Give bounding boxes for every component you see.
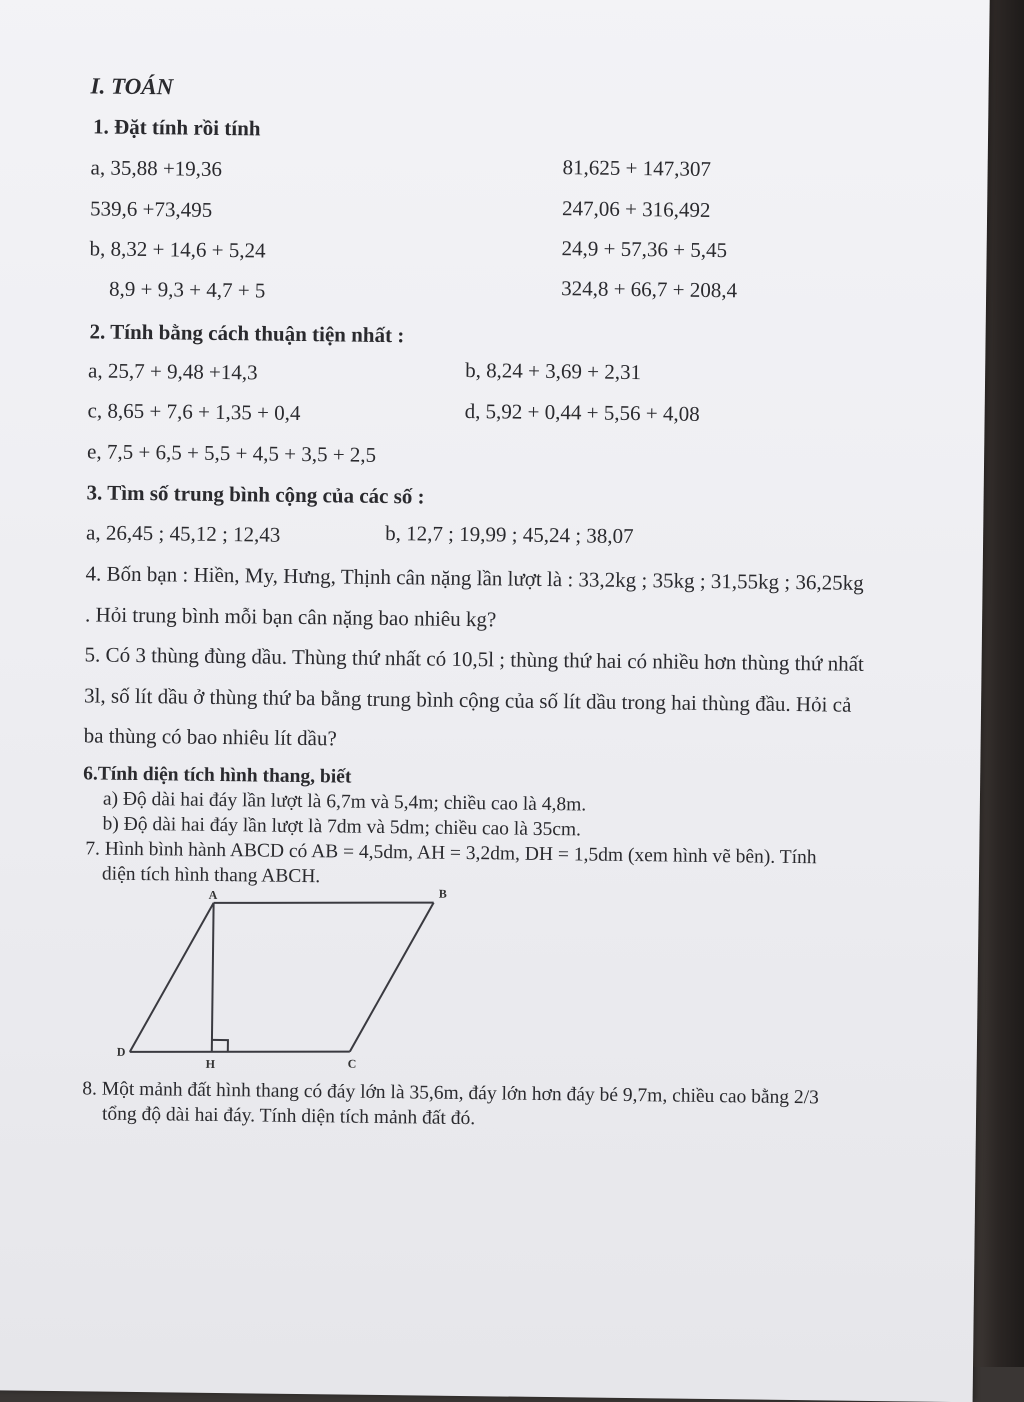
q1-item-right-3: 24,9 + 57,36 + 5,45 <box>561 236 728 263</box>
q1-item-right-1: 81,625 + 147,307 <box>562 155 712 181</box>
height-ah <box>212 903 214 1052</box>
q1-item-left-1: a, 35,88 +19,36 <box>90 155 223 181</box>
q2-e: e, 7,5 + 6,5 + 5,5 + 4,5 + 3,5 + 2,5 <box>86 439 377 467</box>
q1-title: 1. Đặt tính rồi tính <box>92 114 261 141</box>
q2-title: 2. Tính bằng cách thuận tiện nhất : <box>89 319 405 348</box>
q1-item-left-3: b, 8,32 + 14,6 + 5,24 <box>89 236 266 263</box>
q1-item-right-4: 324,8 + 66,7 + 208,4 <box>561 276 738 303</box>
q1-item-left-2: 539,6 +73,495 <box>89 196 213 222</box>
q5-line-1: 5. Có 3 thùng đùng dầu. Thùng thứ nhất có 10,5l ; thùng thứ hai có nhiều hơn thùng thứ nhất <box>84 642 864 676</box>
label-d: D <box>116 1044 126 1059</box>
q2-d: d, 5,92 + 0,44 + 5,56 + 4,08 <box>464 398 700 426</box>
label-a: A <box>208 887 218 902</box>
section-heading: I. TOÁN <box>90 73 174 100</box>
q2-b: b, 8,24 + 3,69 + 2,31 <box>465 357 642 385</box>
q8-line-2: tổng độ dài hai đáy. Tính diện tích mảnh đất đó. <box>101 1103 476 1130</box>
q7-line-1: 7. Hình bình hành ABCD có AB = 4,5dm, AH = 3,2dm, DH = 1,5dm (xem hình vẽ bên). Tính <box>85 838 817 869</box>
q5-line-3: ba thùng có bao nhiêu lít dầu? <box>83 723 337 751</box>
q3-b: b, 12,7 ; 19,99 ; 45,24 ; 38,07 <box>385 520 634 549</box>
q6-a: a) Độ dài hai đáy lần lượt là 6,7m và 5,4m; chiều cao là 4,8m. <box>102 788 587 816</box>
edge-ab <box>214 900 434 906</box>
q2-c: c, 8,65 + 7,6 + 1,35 + 0,4 <box>87 398 301 425</box>
label-h: H <box>205 1056 216 1071</box>
q1-item-left-4: 8,9 + 9,3 + 4,7 + 5 <box>108 276 266 303</box>
edge-bc <box>350 902 434 1053</box>
label-c: C <box>347 1056 357 1071</box>
label-b: B <box>438 886 447 901</box>
q1-item-right-2: 247,06 + 316,492 <box>561 196 711 222</box>
q4-line-2: . Hỏi trung bình mỗi bạn cân nặng bao nhiêu kg? <box>84 602 497 632</box>
q6-b: b) Độ dài hai đáy lần lượt là 7dm và 5dm; chiều cao là 35cm. <box>102 813 582 841</box>
q3-a: a, 26,45 ; 45,12 ; 12,43 <box>85 520 281 547</box>
q8-line-1: 8. Một mảnh đất hình thang có đáy lớn là 35,6m, đáy lớn hơn đáy bé 9,7m, chiều cao bằng 2/3 <box>82 1078 820 1109</box>
q5-line-2: 3l, số lít dầu ở thùng thứ ba bằng trung bình cộng của số lít dầu trong hai thùng đầu. Hỏi cả <box>83 683 852 717</box>
q7-line-2: diện tích hình thang ABCH. <box>101 863 321 888</box>
q3-title: 3. Tìm số trung bình cộng của các số : <box>86 480 425 509</box>
q6-title: 6.Tính diện tích hình thang, biết <box>83 763 352 788</box>
q4-line-1: 4. Bốn bạn : Hiền, My, Hưng, Thịnh cân nặng lần lượt là : 33,2kg ; 35kg ; 31,55kg ; 36,25kg <box>85 561 864 595</box>
edge-da <box>130 902 214 1053</box>
edge-cd <box>130 1049 350 1055</box>
right-angle-mark <box>212 1040 228 1052</box>
q2-a: a, 25,7 + 9,48 +14,3 <box>87 358 258 385</box>
